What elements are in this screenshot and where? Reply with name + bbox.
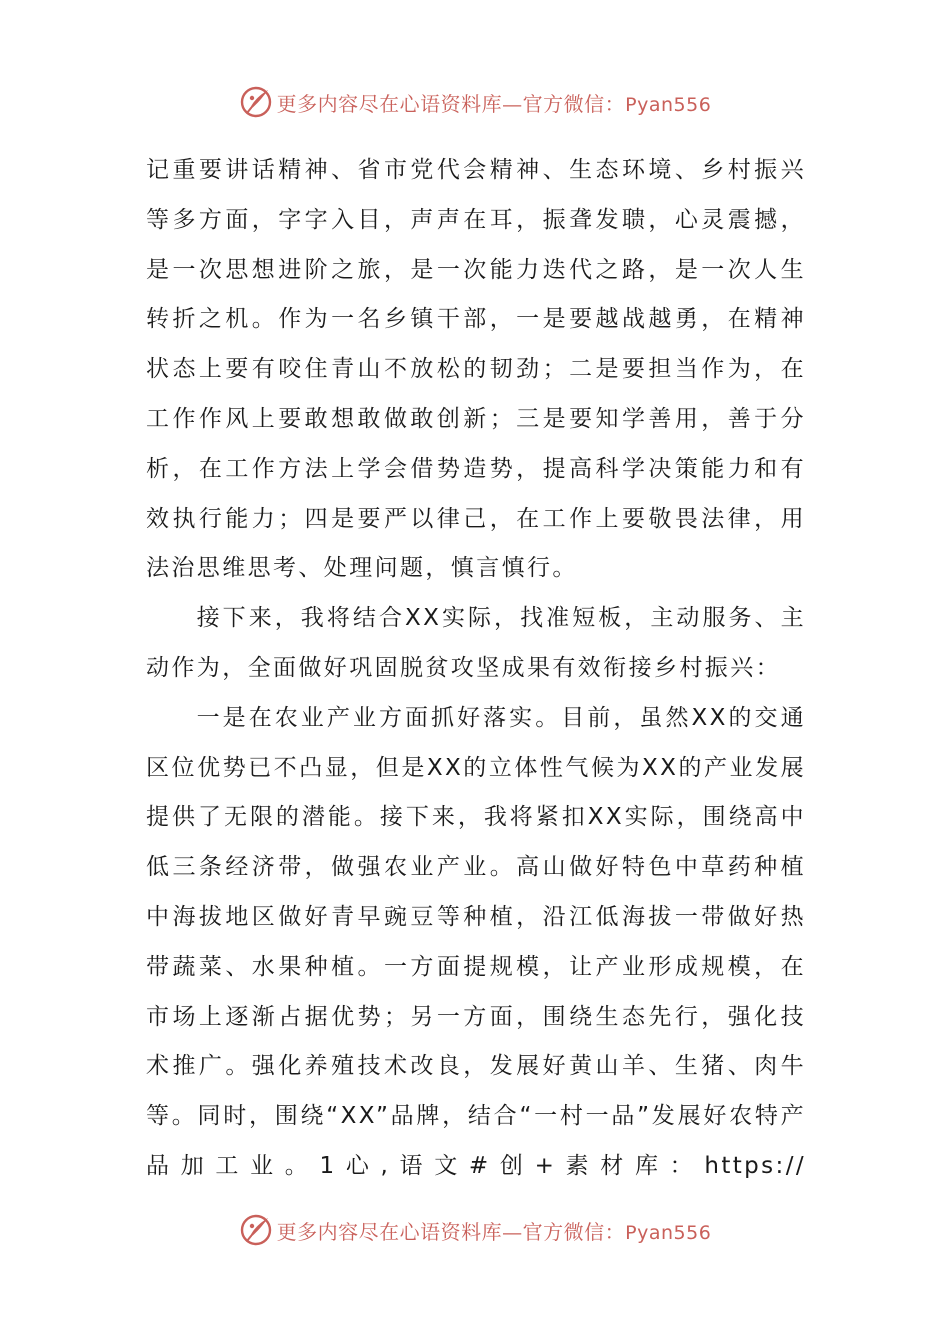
paragraph-1: 记重要讲话精神、省市党代会精神、生态环境、乡村振兴等多方面，字字入目，声声在耳，振聋发聩，心灵震撼，是一次思想进阶之旅，是一次能力迭代之路，是一次人生转折之机。作为一名乡镇干部，一是要越战越勇，在精神状态上要有咬住青山不放松的韧劲；二是要担当作为，在工作作风上要敢想敢做敢创新；三是要知学善用，善于分析，在工作方法上学会借势造势，提高科学决策能力和有效执行能力；四是要严以律己，在工作上要敬畏法律，用法治思维思考、处理问题，慎言慎行。 <box>146 157 806 582</box>
footer-watermark <box>0 1210 950 1250</box>
quill-logo-icon <box>239 1213 273 1247</box>
paragraph-3: 一是在农业产业方面抓好落实。目前，虽然XX的交通区位优势已不凸显，但是XX的立体性气候为XX的产业发展提供了无限的潜能。接下来，我将紧扣XX实际，围绕高中低三条经济带，做强农业产业。高山做好特色中草药种植中海拔地区做好青早豌豆等种植，沿江低海拔一带做好热带蔬菜、水果种植。一方面提规模，让产业形成规模，在市场上逐渐占据优势；另一方面，围绕生态先行，强化技术推广。强化养殖技术改良，发展好黄山羊、生猪、肉牛等。同时，围绕“XX”品牌，结合“一村一品”发展好农特产品加工业。1心,语文#创+素材库：https:// <box>146 704 806 1179</box>
quill-logo-icon <box>239 85 273 119</box>
header-watermark <box>0 82 950 122</box>
header-watermark-text: 更多内容尽在心语资料库—官方微信：Pyan556 <box>276 91 712 116</box>
footer-watermark-text: 更多内容尽在心语资料库—官方微信：Pyan556 <box>276 1219 712 1244</box>
paragraph-2: 接下来，我将结合XX实际，找准短板，主动服务、主动作为，全面做好巩固脱贫攻坚成果有效衔接乡村振兴： <box>146 605 806 681</box>
document-body <box>146 146 806 1192</box>
